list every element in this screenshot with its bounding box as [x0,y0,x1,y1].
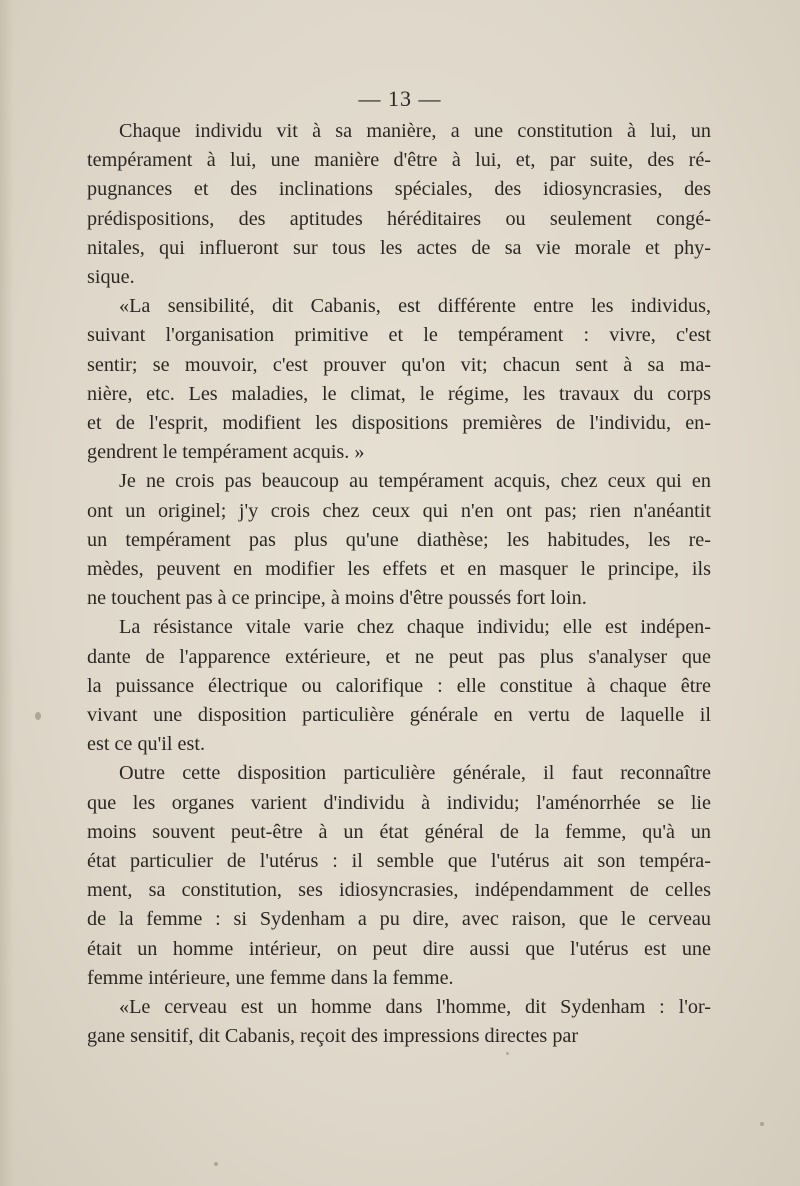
text-line: sentir; se mouvoir, c'est prouver qu'on vit; chacun sent à sa ma- [87,353,711,376]
text-line: est ce qu'il est. [87,733,206,756]
body-text [87,117,711,1052]
text-line: était un homme intérieur, on peut dire aussi que l'utérus est une [87,937,711,960]
text-line: Chaque individu vit à sa manière, a une constitution à lui, un [119,120,711,142]
paragraph [87,117,711,292]
text-line: pugnances et des inclinations spéciales, des idiosyncrasies, des [87,178,711,201]
text-line: nitales, qui influeront sur tous les actes de sa vie morale et phy- [87,236,711,259]
text-line: état particulier de l'utérus : il semble que l'utérus ait son tempéra- [87,850,711,873]
text-line: ne touchent pas à ce principe, à moins d'être poussés fort loin. [87,587,587,610]
paragraph [87,292,711,467]
text-line: dante de l'apparence extérieure, et ne peut pas plus s'analyser que [87,645,711,668]
page-number: — 13 — [358,86,442,111]
paragraph [87,993,711,1051]
text-line: Outre cette disposition particulière générale, il faut reconnaître [119,762,711,785]
text-line: mèdes, peuvent en modifier les effets et en masquer le principe, ils [87,558,711,581]
text-line: La résistance vitale varie chez chaque individu; elle est indépen- [119,616,711,639]
paragraph [87,759,711,993]
paper-speck [35,712,41,720]
text-line: que les organes varient d'individu à individu; l'aménorrhée se lie [87,791,711,814]
text-line: tempérament à lui, une manière d'être à lui, et, par suite, des ré- [87,149,711,172]
text-line: prédispositions, des aptitudes héréditaires ou seulement congé- [87,207,711,230]
paper-speck [214,1162,218,1166]
paragraph [87,613,711,759]
text-line: «La sensibilité, dit Cabanis, est différente entre les individus, [119,295,711,318]
text-line: vivant une disposition particulière générale en vertu de laquelle il [87,704,711,727]
text-line: et de l'esprit, modifient les dispositions premières de l'individu, en- [87,412,711,435]
text-line: ment, sa constitution, ses idiosyncrasies, indépendamment de celles [87,879,711,902]
paper-speck [506,1052,509,1055]
text-line: de la femme : si Sydenham a pu dire, avec raison, que le cerveau [87,908,711,931]
paper-speck [760,1122,764,1126]
text-line: gane sensitif, dit Cabanis, reçoit des impressions directes par [87,1025,579,1048]
text-line: gendrent le tempérament acquis. » [87,441,365,464]
text-line: femme intérieure, une femme dans la femme. [87,966,454,989]
text-line: ont un originel; j'y crois chez ceux qui n'en ont pas; rien n'anéantit [87,499,711,522]
text-line: Je ne crois pas beaucoup au tempérament acquis, chez ceux qui en [119,470,711,493]
text-line: la puissance électrique ou calorifique : elle constitue à chaque être [87,674,711,697]
text-line: moins souvent peut-être à un état général de la femme, qu'à un [87,820,711,843]
text-line: un tempérament pas plus qu'une diathèse; les habitudes, les re- [87,528,711,551]
text-line: sique. [87,266,135,289]
paragraph [87,467,711,613]
text-line: nière, etc. Les maladies, le climat, le régime, les travaux du corps [87,382,711,405]
text-line: suivant l'organisation primitive et le tempérament : vivre, c'est [87,324,711,347]
text-line: «Le cerveau est un homme dans l'homme, dit Sydenham : l'or- [119,996,711,1019]
